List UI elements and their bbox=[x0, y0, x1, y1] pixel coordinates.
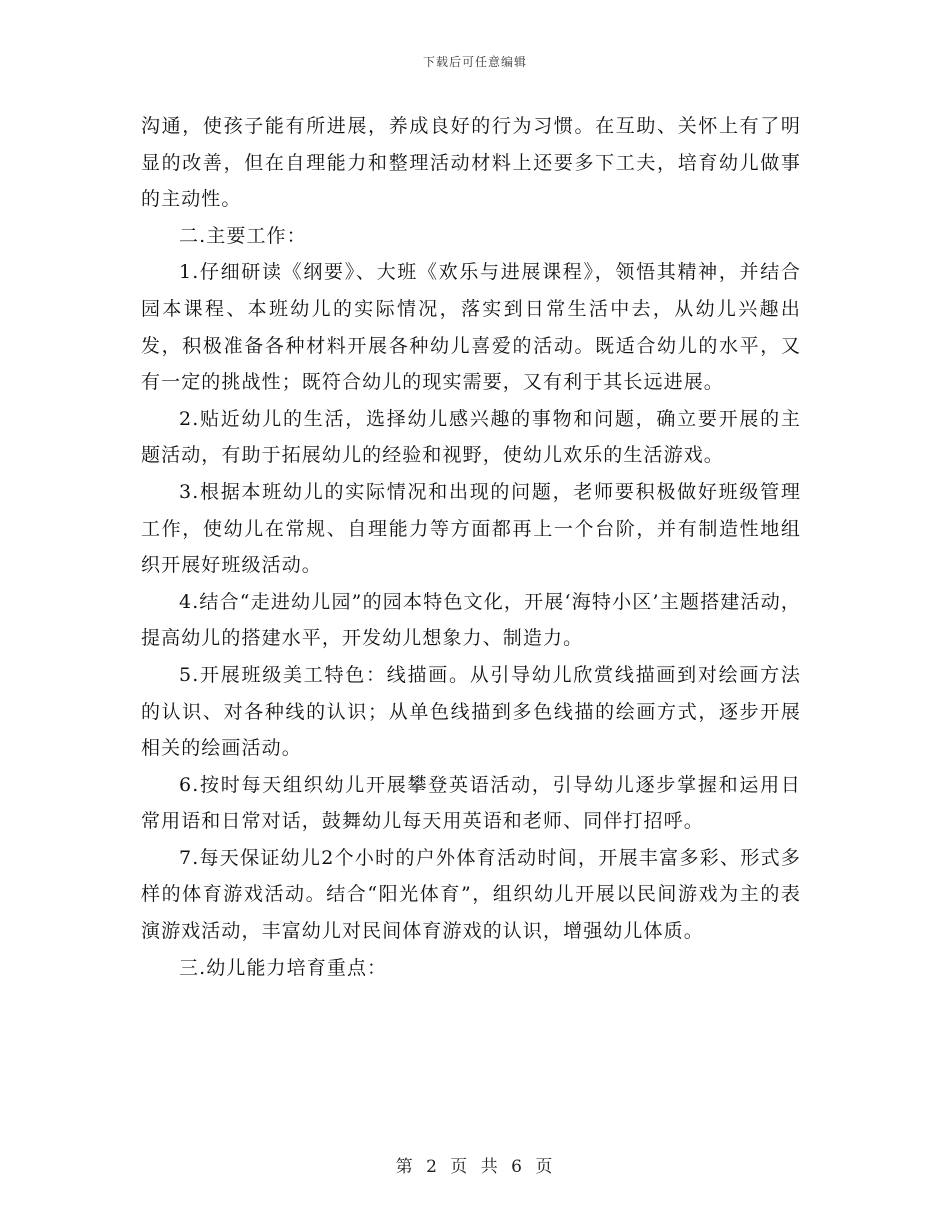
paragraph-item-2: 2.贴近幼儿的生活，选择幼儿感兴趣的事物和问题，确立要开展的主题活动，有助于拓展幼儿的经验和视野，使幼儿欢乐的生活游戏。 bbox=[141, 407, 801, 467]
page-number-footer: 第 2 页 共 6 页 bbox=[395, 1157, 555, 1177]
document-body bbox=[141, 108, 801, 986]
paragraph-item-5: 5.开展班级美工特色：线描画。从引导幼儿欣赏线描画到对绘画方法的认识、对各种线的认识；从单色线描到多色线描的绘画方式，逐步开展相关的绘画活动。 bbox=[141, 663, 801, 760]
paragraph-intro-continuation: 沟通，使孩子能有所进展，养成良好的行为习惯。在互助、关怀上有了明显的改善，但在自理能力和整理活动材料上还要多下工夫，培育幼儿做事的主动性。 bbox=[141, 115, 801, 211]
page-header: 下载后可任意编辑 bbox=[422, 55, 527, 69]
paragraph-item-1: 1.仔细研读《纲要》、大班《欢乐与进展课程》，领悟其精神，并结合园本课程、本班幼儿的实际情况，落实到日常生活中去，从幼儿兴趣出发，积极准备各种材料开展各种幼儿喜爱的活动。既适合幼儿的水平，又有一定的挑战性；既符合幼儿的现实需要，又有利于其长远进展。 bbox=[141, 261, 801, 394]
section-heading-main-work: 二.主要工作： bbox=[179, 224, 307, 247]
paragraph-item-7: 7.每天保证幼儿2个小时的户外体育活动时间，开展丰富多彩、形式多样的体育游戏活动。结合“阳光体育”，组织幼儿开展以民间游戏为主的表演游戏活动，丰富幼儿对民间体育游戏的认识，增强幼儿体质。 bbox=[141, 846, 801, 943]
section-heading-ability-focus: 三.幼儿能力培育重点： bbox=[179, 956, 388, 979]
paragraph-item-3: 3.根据本班幼儿的实际情况和出现的问题，老师要积极做好班级管理工作，使幼儿在常规、自理能力等方面都再上一个台阶，并有制造性地组织开展好班级活动。 bbox=[141, 480, 801, 577]
paragraph-item-4: 4.结合“走进幼儿园”的园本特色文化，开展‘海特小区’主题搭建活动，提高幼儿的搭建水平，开发幼儿想象力、制造力。 bbox=[141, 590, 801, 650]
paragraph-item-6: 6.按时每天组织幼儿开展攀登英语活动，引导幼儿逐步掌握和运用日常用语和日常对话，鼓舞幼儿每天用英语和老师、同伴打招呼。 bbox=[141, 773, 801, 833]
